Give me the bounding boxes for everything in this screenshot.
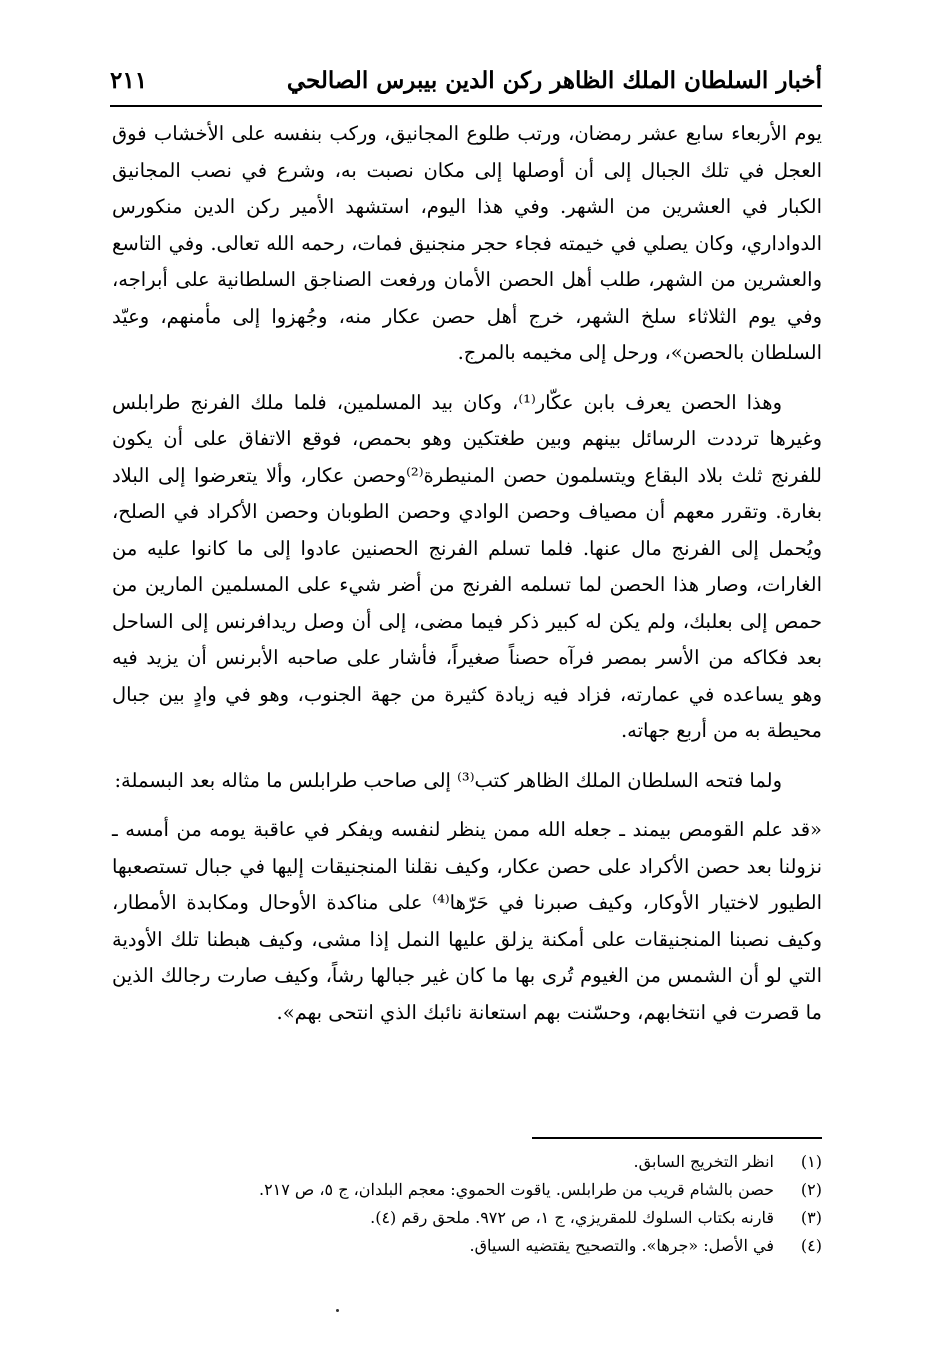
main-text (112, 116, 822, 1031)
page-header (110, 55, 822, 107)
footnote-number: (٤) (800, 1236, 822, 1255)
footnotes (112, 1148, 822, 1260)
footnote (112, 1204, 822, 1232)
scan-speck (336, 1309, 339, 1312)
running-title: أخبار السلطان الملك الظاهر ركن الدين بيبرس الصالحي (286, 66, 822, 94)
footnote-text: انظر التخريج السابق. (633, 1152, 774, 1171)
footnote (112, 1232, 822, 1260)
footnote-number: (٣) (800, 1208, 822, 1227)
paragraph: وهذا الحصن يعرف بابن عكّار⁽¹⁾، وكان بيد المسلمين، فلما ملك الفرنج طرابلس وغيرها ترددت الرسائل بينهم وبين طغتكين وهو بحمص، فوقع الاتفاق على أن يكون للفرنج ثلث بلاد البقاع ويتسلمون حصن المنيطرة⁽²⁾وحصن عكار، وألا يتعرضوا إلى البلاد بغارة. وتقرر معهم أن مصياف وحصن الوادي وحصن الطوبان وحصن الأكراد في الصلح، ويُحمل إلى الفرنج مال عنها. فلما تسلم الفرنج الحصنين عادوا إلى ما كانوا عليه من الغارات، وصار هذا الحصن لما تسلمه الفرنج من أضر شيء على المسلمين المارين من حمص إلى بعلبك، ولم يكن له كبير ذكر فيما مضى، إلى أن وصل ريدافرنس إلى الساحل بعد فكاكه من الأسر بمصر فرآه حصناً صغيراً، فأشار على صاحبه الأبرنس أن يزيد فيه وهو يساعده في عمارته، فزاد فيه زيادة كثيرة من جهة الجنوب، وهو في وادٍ بين جبال محيطة به من أربع جهاته. (112, 390, 822, 742)
footnote (112, 1148, 822, 1176)
footnote-number: (٢) (800, 1180, 822, 1199)
footnote-text: في الأصل: «جرها». والتصحيح يقتضيه السياق. (469, 1236, 774, 1255)
paragraph: ولما فتحه السلطان الملك الظاهر كتب⁽³⁾ إلى صاحب طرابلس ما مثاله بعد البسملة: (114, 768, 782, 792)
page-number: ٢١١ (110, 66, 148, 94)
footnote-number: (١) (800, 1152, 822, 1171)
footnote (112, 1176, 822, 1204)
footnote-separator (532, 1137, 822, 1139)
footnote-text: قارنه بكتاب السلوك للمقريزي، ج ١، ص ٩٧٢. ملحق رقم (٤). (370, 1208, 774, 1227)
paragraph: يوم الأربعاء سابع عشر رمضان، ورتب طلوع المجانيق، وركب بنفسه على الأخشاب فوق العجل في تلك الجبال إلى أن أوصلها إلى مكان نصبت به، وشرع في نصب المجانيق الكبار في العشرين من الشهر. وفي هذا اليوم، استشهد الأمير ركن الدين منكورس الدواداري، وكان يصلي في خيمته فجاء حجر منجنيق فمات، رحمه الله تعالى. وفي التاسع والعشرين من الشهر، طلب أهل الحصن الأمان ورفعت الصناجق السلطانية على أبراجه، وفي يوم الثلاثاء سلخ الشهر، خرج أهل حصن عكار منه، وجُهزوا إلى مأمنهم، وعيّد السلطان بالحصن»، ورحل إلى مخيمه بالمرج. (112, 122, 822, 364)
footnote-text: حصن بالشام قريب من طرابلس. ياقوت الحموي: معجم البلدان، ج ٥، ص ٢١٧. (258, 1180, 774, 1199)
paragraph: «قد علم القومص بيمند ـ جعله الله ممن ينظر لنفسه ويفكر في عاقبة يومه من أمسه ـ نزولنا بعد حصن الأكراد على حصن عكار، وكيف نقلنا المنجنيقات إليها في جبال تستصعبها الطيور لاختيار الأوكار، وكيف صبرنا في حَرّها⁽⁴⁾ على مناكدة الأوحال ومكابدة الأمطار، وكيف نصبنا المنجنيقات على أمكنة يزلق عليها النمل إذا مشى، وكيف هبطنا تلك الأودية التي لو أن الشمس من الغيوم تُرى بها ما كان غير جبالها رشاً، وكيف صارت رجالك الذين ما قصرت في انتخابهم، وحسّنت بهم استعانة نائبك الذي انتحى بهم». (112, 818, 823, 1024)
